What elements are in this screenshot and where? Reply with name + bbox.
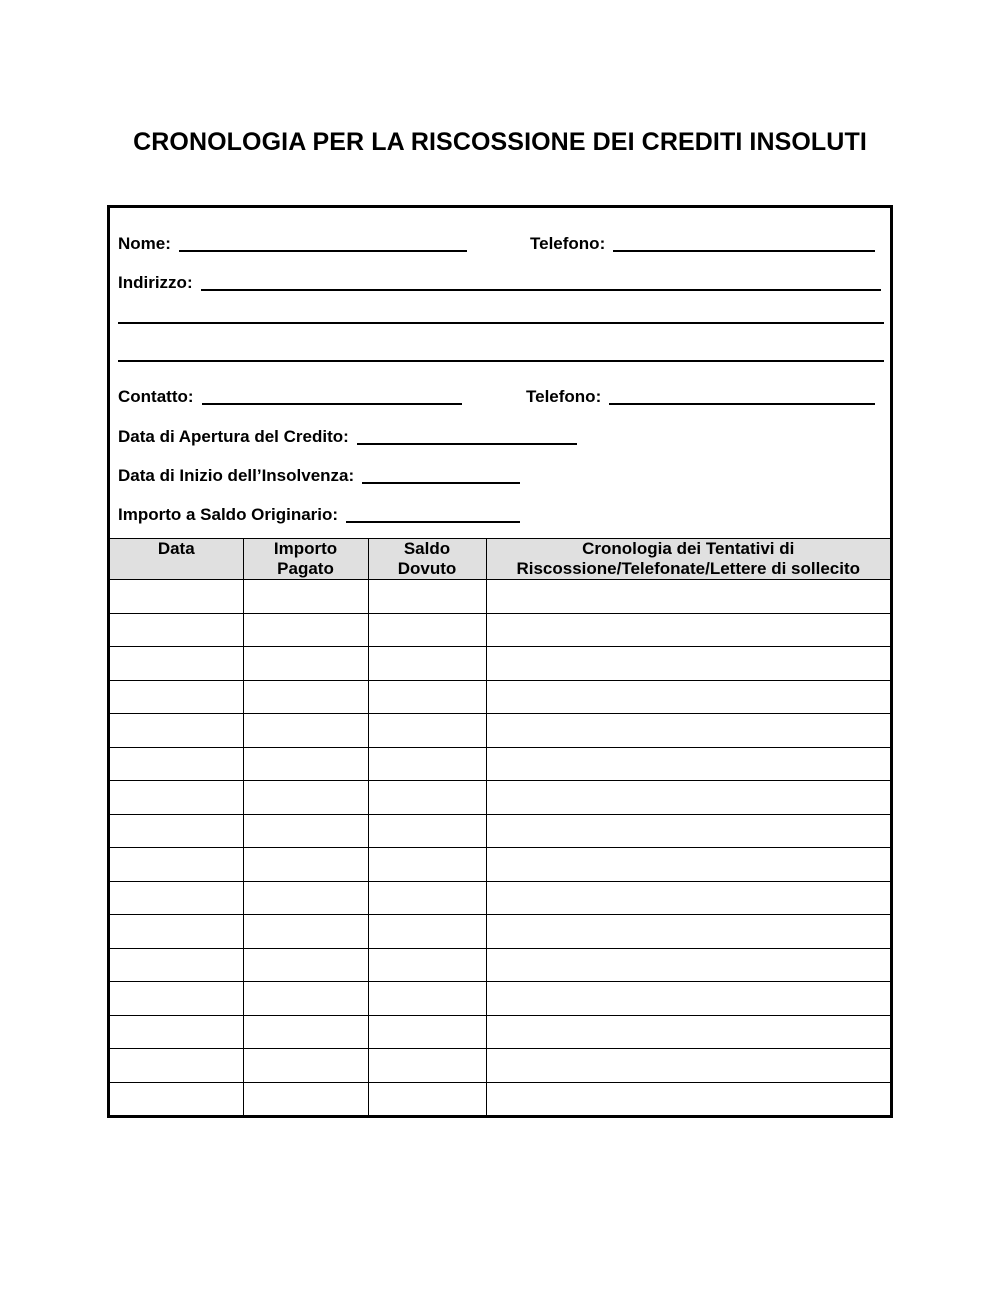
table-row	[110, 1049, 890, 1083]
data-apertura-label: Data di Apertura del Credito:	[118, 427, 349, 446]
header-cronologia-line1: Cronologia dei Tentativi di	[582, 539, 795, 558]
saldo-dovuto-cell[interactable]	[368, 948, 486, 982]
data-cell[interactable]	[110, 613, 243, 647]
header-data-line1: Data	[157, 539, 195, 558]
saldo-dovuto-cell[interactable]	[368, 580, 486, 614]
saldo-dovuto-cell[interactable]	[368, 680, 486, 714]
data-cell[interactable]	[110, 1015, 243, 1049]
saldo-dovuto-cell[interactable]	[368, 814, 486, 848]
data-cell[interactable]	[110, 1082, 243, 1115]
indirizzo-field-line-2[interactable]	[118, 322, 884, 324]
data-cell[interactable]	[110, 814, 243, 848]
importo-pagato-cell[interactable]	[243, 948, 368, 982]
importo-pagato-cell[interactable]	[243, 613, 368, 647]
importo-pagato-cell[interactable]	[243, 1049, 368, 1083]
saldo-dovuto-cell[interactable]	[368, 1082, 486, 1115]
table-row	[110, 680, 890, 714]
indirizzo-field-line-3[interactable]	[118, 360, 884, 362]
data-cell[interactable]	[110, 848, 243, 882]
data-cell[interactable]	[110, 747, 243, 781]
saldo-dovuto-cell[interactable]	[368, 848, 486, 882]
data-insolvenza-row	[118, 462, 520, 486]
data-cell[interactable]	[110, 1049, 243, 1083]
importo-pagato-cell[interactable]	[243, 781, 368, 815]
importo-pagato-cell[interactable]	[243, 1082, 368, 1115]
table-row	[110, 915, 890, 949]
importo-pagato-cell[interactable]	[243, 647, 368, 681]
header-importo-pagato-line2: Pagato	[277, 559, 334, 578]
importo-saldo-label: Importo a Saldo Originario:	[118, 505, 339, 524]
cronologia-cell[interactable]	[486, 1082, 890, 1115]
saldo-dovuto-cell[interactable]	[368, 613, 486, 647]
data-cell[interactable]	[110, 881, 243, 915]
indirizzo-label: Indirizzo:	[118, 273, 193, 292]
saldo-dovuto-cell[interactable]	[368, 714, 486, 748]
cronologia-cell[interactable]	[486, 580, 890, 614]
importo-saldo-field[interactable]	[346, 503, 520, 523]
data-cell[interactable]	[110, 714, 243, 748]
cronologia-cell[interactable]	[486, 1049, 890, 1083]
table-row	[110, 647, 890, 681]
contatto-field[interactable]	[202, 385, 462, 405]
table-row	[110, 982, 890, 1016]
cronologia-cell[interactable]	[486, 1015, 890, 1049]
saldo-dovuto-cell[interactable]	[368, 1049, 486, 1083]
header-saldo-dovuto	[368, 539, 486, 580]
data-cell[interactable]	[110, 647, 243, 681]
telefono-field-1[interactable]	[613, 232, 875, 252]
data-insolvenza-label: Data di Inizio dell’Insolvenza:	[118, 466, 355, 485]
data-insolvenza-field[interactable]	[362, 464, 520, 484]
indirizzo-field[interactable]	[201, 271, 881, 291]
data-cell[interactable]	[110, 982, 243, 1016]
document-title: CRONOLOGIA PER LA RISCOSSIONE DEI CREDITI INSOLUTI	[133, 128, 867, 156]
telefono-row-2	[526, 383, 875, 407]
collection-form	[107, 205, 893, 1118]
importo-pagato-cell[interactable]	[243, 881, 368, 915]
table-row	[110, 848, 890, 882]
data-cell[interactable]	[110, 680, 243, 714]
importo-pagato-cell[interactable]	[243, 1015, 368, 1049]
nome-field[interactable]	[179, 232, 467, 252]
data-cell[interactable]	[110, 580, 243, 614]
cronologia-cell[interactable]	[486, 781, 890, 815]
importo-pagato-cell[interactable]	[243, 747, 368, 781]
saldo-dovuto-cell[interactable]	[368, 781, 486, 815]
saldo-dovuto-cell[interactable]	[368, 747, 486, 781]
telefono-field-2[interactable]	[609, 385, 875, 405]
cronologia-cell[interactable]	[486, 982, 890, 1016]
collection-history-table	[110, 538, 890, 1115]
header-data	[110, 539, 243, 580]
nome-label: Nome:	[118, 234, 171, 253]
data-apertura-field[interactable]	[357, 425, 577, 445]
table-header-row	[110, 539, 890, 580]
telefono-label-2: Telefono:	[526, 387, 602, 406]
table-row	[110, 580, 890, 614]
indirizzo-row	[118, 269, 881, 293]
table-row	[110, 613, 890, 647]
saldo-dovuto-cell[interactable]	[368, 881, 486, 915]
importo-pagato-cell[interactable]	[243, 848, 368, 882]
table-body	[110, 580, 890, 1116]
importo-pagato-cell[interactable]	[243, 982, 368, 1016]
cronologia-cell[interactable]	[486, 680, 890, 714]
cronologia-cell[interactable]	[486, 881, 890, 915]
importo-pagato-cell[interactable]	[243, 580, 368, 614]
saldo-dovuto-cell[interactable]	[368, 647, 486, 681]
cronologia-cell[interactable]	[486, 647, 890, 681]
table-row	[110, 1082, 890, 1115]
saldo-dovuto-cell[interactable]	[368, 915, 486, 949]
table-row	[110, 948, 890, 982]
importo-saldo-row	[118, 501, 520, 525]
table-row	[110, 747, 890, 781]
header-importo-pagato	[243, 539, 368, 580]
importo-pagato-cell[interactable]	[243, 814, 368, 848]
telefono-label-1: Telefono:	[530, 234, 606, 253]
header-saldo-dovuto-line2: Dovuto	[397, 559, 457, 578]
cronologia-cell[interactable]	[486, 948, 890, 982]
saldo-dovuto-cell[interactable]	[368, 982, 486, 1016]
contatto-label: Contatto:	[118, 387, 194, 406]
importo-pagato-cell[interactable]	[243, 915, 368, 949]
table-row	[110, 814, 890, 848]
cronologia-cell[interactable]	[486, 714, 890, 748]
header-cronologia-line2: Riscossione/Telefonate/Lettere di sollecito	[516, 559, 861, 578]
cronologia-cell[interactable]	[486, 814, 890, 848]
data-cell[interactable]	[110, 781, 243, 815]
header-saldo-dovuto-line1: Saldo	[403, 539, 451, 558]
header-cronologia	[486, 539, 890, 580]
data-cell[interactable]	[110, 948, 243, 982]
cronologia-cell[interactable]	[486, 747, 890, 781]
data-apertura-row	[118, 423, 577, 447]
contatto-row	[118, 383, 462, 407]
cronologia-cell[interactable]	[486, 613, 890, 647]
importo-pagato-cell[interactable]	[243, 680, 368, 714]
cronologia-cell[interactable]	[486, 848, 890, 882]
table-row	[110, 781, 890, 815]
data-cell[interactable]	[110, 915, 243, 949]
nome-row	[118, 230, 467, 254]
header-importo-pagato-line1: Importo	[273, 539, 338, 558]
table-row	[110, 1015, 890, 1049]
telefono-row-1	[530, 230, 875, 254]
cronologia-cell[interactable]	[486, 915, 890, 949]
table-row	[110, 714, 890, 748]
importo-pagato-cell[interactable]	[243, 714, 368, 748]
table-row	[110, 881, 890, 915]
saldo-dovuto-cell[interactable]	[368, 1015, 486, 1049]
